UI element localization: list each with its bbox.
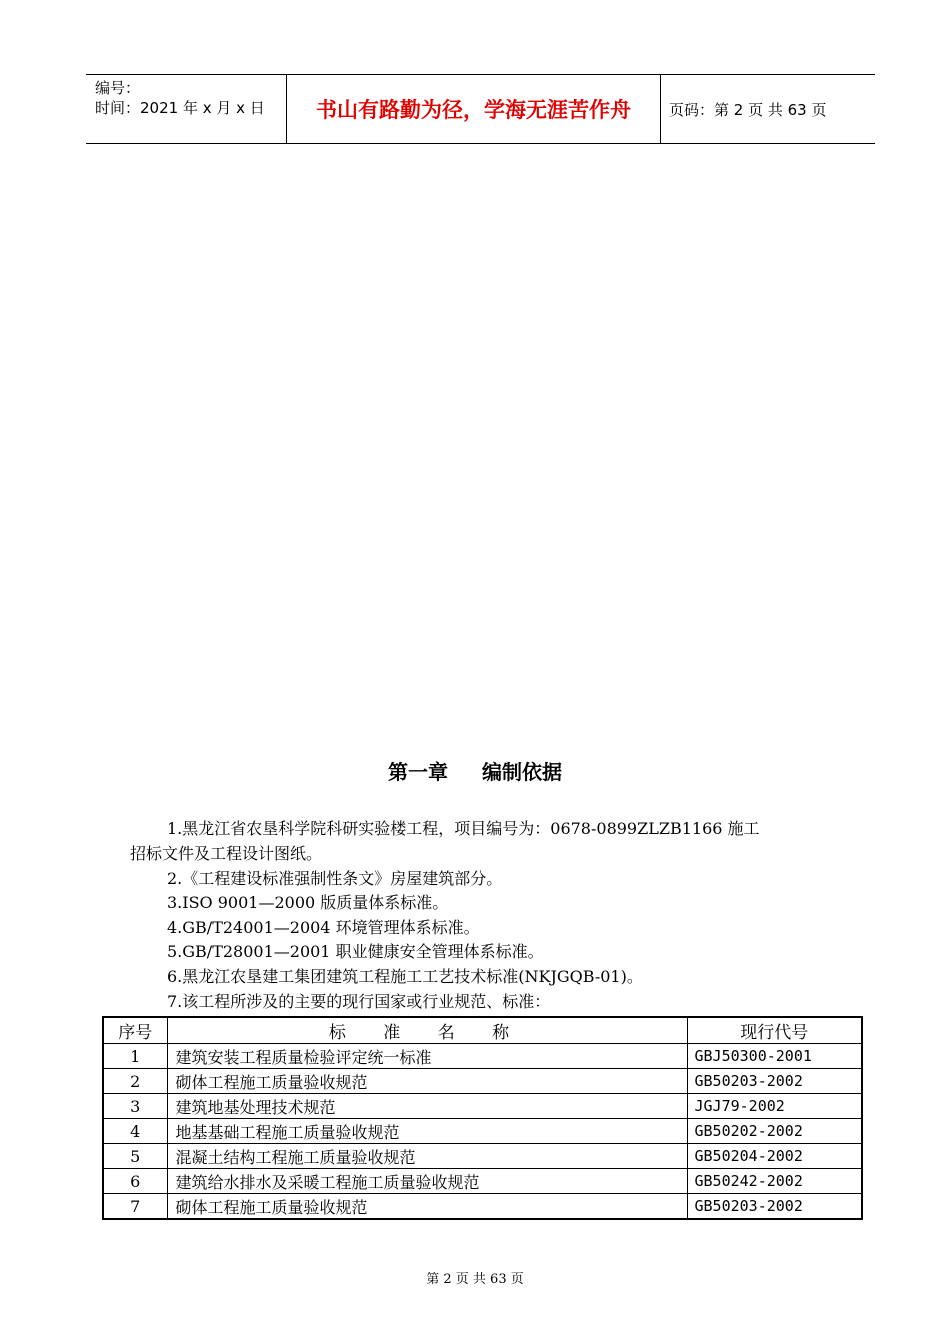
standard-code: GB50203-2002 xyxy=(687,1069,862,1094)
basis-item-text: 1.黑龙江省农垦科学院科研实验楼工程，项目编号为：0678-0899ZLZB1166 施工 xyxy=(167,819,760,838)
basis-item-text: 7.该工程所涉及的主要的现行国家或行业规范、标准： xyxy=(167,992,551,1011)
standard-name: 砌体工程施工质量验收规范 xyxy=(167,1194,687,1220)
standards-table xyxy=(102,1016,863,1220)
chapter-title: 编制依据 xyxy=(482,760,562,784)
table-header-row xyxy=(103,1017,862,1044)
header-motto: 书山有路勤为径，学海无涯苦作舟 xyxy=(316,98,631,122)
table-row xyxy=(103,1119,862,1144)
standard-code: GBJ50300-2001 xyxy=(687,1044,862,1069)
table-row xyxy=(103,1169,862,1194)
standard-name: 地基基础工程施工质量验收规范 xyxy=(167,1119,687,1144)
basis-item-5 xyxy=(130,940,845,965)
basis-item-text: 招标文件及工程设计图纸。 xyxy=(130,844,323,863)
basis-item-1 xyxy=(130,817,845,842)
header-motto-cell xyxy=(286,75,661,143)
footer-page-number: 第 2 页 共 63 页 xyxy=(426,1272,524,1287)
basis-item-6 xyxy=(130,965,845,990)
standard-code: GB50242-2002 xyxy=(687,1169,862,1194)
standard-name: 砌体工程施工质量验收规范 xyxy=(167,1069,687,1094)
column-header-number: 序号 xyxy=(103,1017,167,1044)
row-number: 5 xyxy=(103,1144,167,1169)
standard-name: 混凝土结构工程施工质量验收规范 xyxy=(167,1144,687,1169)
page-footer xyxy=(0,1268,950,1287)
row-number: 7 xyxy=(103,1194,167,1220)
standard-code: JGJ79-2002 xyxy=(687,1094,862,1119)
header-page-cell xyxy=(660,75,875,143)
basis-item-7 xyxy=(130,990,845,1015)
chapter-heading xyxy=(0,756,950,785)
standard-code: GB50203-2002 xyxy=(687,1194,862,1220)
table-row xyxy=(103,1069,862,1094)
basis-item-1-continued xyxy=(130,842,845,867)
document-number-label: 编号： xyxy=(95,79,141,97)
row-number: 1 xyxy=(103,1044,167,1069)
standard-code: GB50202-2002 xyxy=(687,1119,862,1144)
standard-code: GB50204-2002 xyxy=(687,1144,862,1169)
basis-item-text: 2.《工程建设标准强制性条文》房屋建筑部分。 xyxy=(167,869,503,888)
document-time-label: 时间：2021 年 x 月 x 日 xyxy=(95,99,265,117)
header-page-info: 页码：第 2 页 共 63 页 xyxy=(669,100,827,119)
basis-item-2 xyxy=(130,867,845,892)
table-row xyxy=(103,1044,862,1069)
basis-item-text: 6.黑龙江农垦建工集团建筑工程施工工艺技术标准(NKJGQB-01)。 xyxy=(167,967,643,986)
standard-name: 建筑给水排水及采暖工程施工质量验收规范 xyxy=(167,1169,687,1194)
row-number: 6 xyxy=(103,1169,167,1194)
column-header-name: 标 准 名 称 xyxy=(167,1017,687,1044)
row-number: 4 xyxy=(103,1119,167,1144)
standard-name: 建筑地基处理技术规范 xyxy=(167,1094,687,1119)
row-number: 3 xyxy=(103,1094,167,1119)
chapter-number: 第一章 xyxy=(388,760,448,784)
header-meta-cell xyxy=(86,75,286,143)
basis-item-3 xyxy=(130,891,845,916)
basis-item-4 xyxy=(130,916,845,941)
table-row xyxy=(103,1194,862,1220)
standard-name: 建筑安装工程质量检验评定统一标准 xyxy=(167,1044,687,1069)
page-header xyxy=(86,74,875,144)
table-row xyxy=(103,1144,862,1169)
basis-item-text: 3.ISO 9001—2000 版质量体系标准。 xyxy=(167,893,449,912)
row-number: 2 xyxy=(103,1069,167,1094)
basis-item-text: 5.GB/T28001—2001 职业健康安全管理体系标准。 xyxy=(167,942,544,961)
table-row xyxy=(103,1094,862,1119)
column-header-code: 现行代号 xyxy=(687,1017,862,1044)
basis-item-text: 4.GB/T24001—2004 环境管理体系标准。 xyxy=(167,918,480,937)
